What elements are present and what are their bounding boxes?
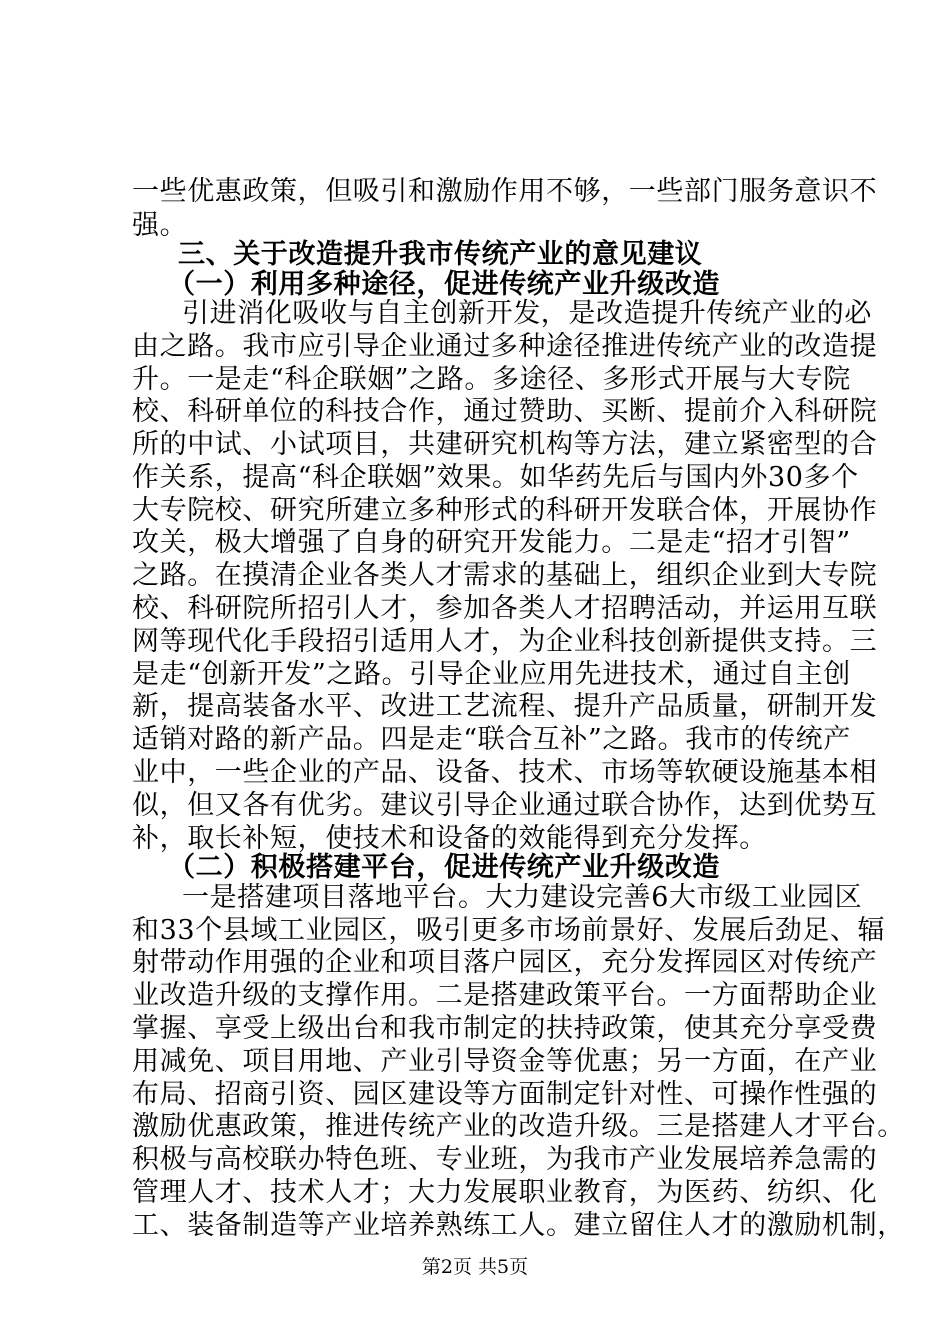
body-line: 工、装备制造等产业培养熟练工人。建立留住人才的激励机制， [132,1210,905,1241]
body-line: 射带动作用强的企业和项目落户园区，充分发挥园区对传统产 [132,947,878,978]
body-line: 一是搭建项目落地平台。大力建设完善6大市级工业园区 [182,882,863,913]
body-line: 布局、招商引资、园区建设等方面制定针对性、可操作性强的 [132,1079,878,1110]
body-line: 引进消化吸收与自主创新开发，是改造提升传统产业的必 [182,298,872,329]
body-line: 校、科研院所招引人才，参加各类人才招聘活动，并运用互联 [132,593,878,624]
body-line: 强。 [132,210,188,241]
body-line: 由之路。我市应引导企业通过多种途径推进传统产业的改造提 [132,331,878,362]
body-line: 补，取长补短，使技术和设备的效能得到充分发挥。 [132,823,767,854]
body-line: 所的中试、小试项目，共建研究机构等方法，建立紧密型的合 [132,429,878,460]
body-line: 激励优惠政策，推进传统产业的改造升级。三是搭建人才平台。 [132,1111,905,1142]
body-line: 用减免、项目用地、产业引导资金等优惠；另一方面，在产业 [132,1046,878,1077]
body-line: 业改造升级的支撑作用。二是搭建政策平台。一方面帮助企业 [132,980,878,1011]
body-line: 适销对路的新产品。四是走“联合互补”之路。我市的传统产 [132,724,851,755]
body-line: 一些优惠政策，但吸引和激励作用不够，一些部门服务意识不 [132,176,878,207]
body-line: 之路。在摸清企业各类人才需求的基础上，组织企业到大专院 [132,560,878,591]
body-line: 似，但又各有优劣。建议引导企业通过联合协作，达到优势互 [132,790,878,821]
body-line: 升。一是走“科企联姻”之路。多途径、多形式开展与大专院 [132,364,851,395]
body-line: 掌握、享受上级出台和我市制定的扶持政策，使其充分享受费 [132,1013,878,1044]
body-line: 新，提高装备水平、改进工艺流程、提升产品质量，研制开发 [132,691,878,722]
body-line: 是走“创新开发”之路。引导企业应用先进技术，通过自主创 [132,659,851,690]
body-line: 大专院校、研究所建立多种形式的科研开发联合体，开展协作 [132,495,878,526]
body-line: 业中，一些企业的产品、设备、技术、市场等软硬设施基本相 [132,757,878,788]
body-line: 管理人才、技术人才；大力发展职业教育，为医药、纺织、化 [132,1177,878,1208]
section-heading: 三、关于改造提升我市传统产业的意见建议 [178,239,703,270]
body-line: 攻关，极大增强了自身的研究开发能力。二是走“招才引智” [132,527,851,558]
body-line: 作关系，提高“科企联姻”效果。如华药先后与国内外30多个 [132,462,859,493]
subsection-heading: （二）积极搭建平台，促进传统产业升级改造 [168,852,720,883]
body-line: 网等现代化手段招引适用人才，为企业科技创新提供支持。三 [132,626,878,657]
body-line: 校、科研单位的科技合作，通过赞助、买断、提前介入科研院 [132,396,878,427]
body-line: 积极与高校联办特色班、专业班，为我市产业发展培养急需的 [132,1144,878,1175]
subsection-heading: （一）利用多种途径，促进传统产业升级改造 [168,269,720,300]
page-footer: 第2页 共5页 [421,1256,529,1278]
body-line: 和33个县域工业园区，吸引更多市场前景好、发展后劲足、辐 [132,915,886,946]
